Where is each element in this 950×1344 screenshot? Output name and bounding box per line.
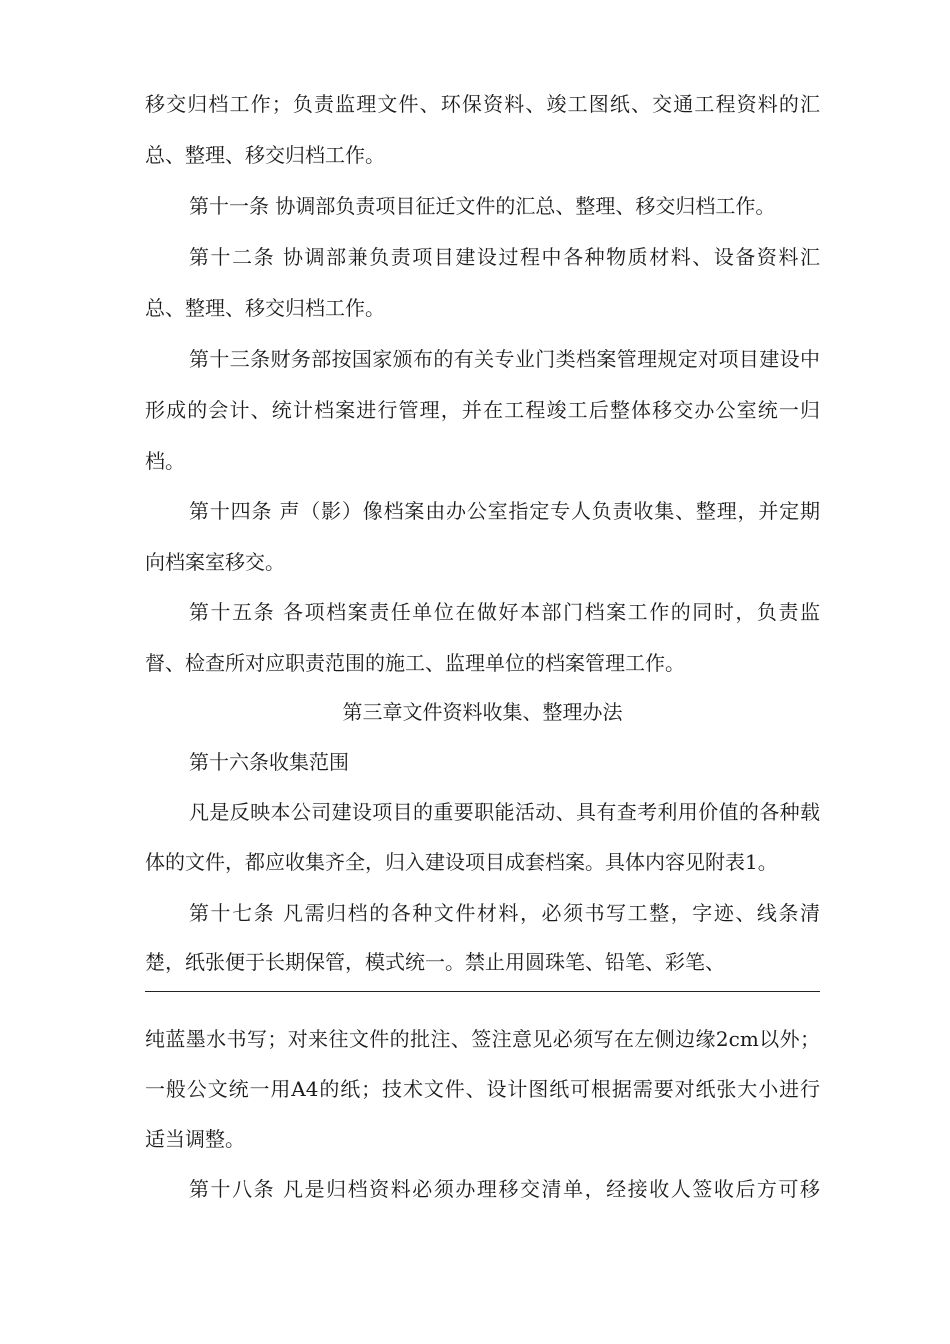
text-line: 总、整理、移交归档工作。 (145, 143, 385, 167)
text-line: 督、检查所对应职责范围的施工、监理单位的档案管理工作。 (145, 651, 685, 675)
text-line: 移交归档工作；负责监理文件、环保资料、竣工图纸、交通工程资料的汇 (145, 92, 820, 116)
article-18: 第十八条 凡是归档资料必须办理移交清单，经接收人签收后方可移 (189, 1177, 820, 1201)
article-11: 第十一条 协调部负责项目征迁文件的汇总、整理、移交归档工作。 (189, 194, 776, 218)
article-13: 第十三条财务部按国家颁布的有关专业门类档案管理规定对项目建设中 (189, 347, 820, 371)
article-17: 第十七条 凡需归档的各种文件材料，必须书写工整，字迹、线条清 (189, 901, 820, 925)
page-divider (145, 991, 820, 992)
article-15: 第十五条 各项档案责任单位在做好本部门档案工作的同时，负责监 (189, 600, 820, 624)
chapter-heading: 第三章文件资料收集、整理办法 (342, 700, 623, 724)
text-line: 楚，纸张便于长期保管，模式统一。禁止用圆珠笔、铅笔、彩笔、 (145, 950, 725, 974)
text-line: 形成的会计、统计档案进行管理，并在工程竣工后整体移交办公室统一归 (145, 398, 820, 422)
text-line: 总、整理、移交归档工作。 (145, 296, 385, 320)
text-line: 档。 (145, 449, 185, 473)
text-line: 凡是反映本公司建设项目的重要职能活动、具有查考利用价值的各种载 (189, 800, 820, 824)
article-12: 第十二条 协调部兼负责项目建设过程中各种物质材料、设备资料汇 (189, 245, 820, 269)
article-16: 第十六条收集范围 (189, 750, 349, 774)
article-14: 第十四条 声（影）像档案由办公室指定专人负责收集、整理，并定期 (189, 499, 820, 523)
text-line: 纯蓝墨水书写；对来往文件的批注、签注意见必须写在左侧边缘2cm以外； (145, 1027, 820, 1051)
text-line: 向档案室移交。 (145, 550, 285, 574)
text-line: 一般公文统一用A4的纸；技术文件、设计图纸可根据需要对纸张大小进行 (145, 1077, 820, 1101)
text-line: 适当调整。 (145, 1127, 245, 1151)
text-line: 体的文件，都应收集齐全，归入建设项目成套档案。具体内容见附表1。 (145, 850, 778, 874)
